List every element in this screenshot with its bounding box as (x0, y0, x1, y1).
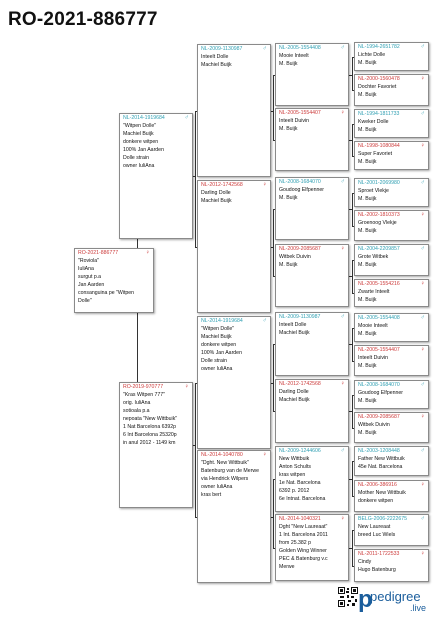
pigeon-info-line: Cindy (358, 559, 372, 565)
pigeon-info-line: M. Buijk (358, 196, 377, 202)
pigeon-card[interactable] (354, 279, 429, 307)
ring-number[interactable]: NL-2012-1742568 (201, 182, 243, 188)
pigeon-card[interactable] (119, 113, 193, 239)
pigeon-info-line: donkere witpen (358, 498, 394, 504)
pigeon-info-line: M. Buijk (279, 195, 298, 201)
pigeon-info-line: Machiel Buijk (279, 397, 310, 403)
pigeon-info-line: Groenoog Vlekje (358, 220, 397, 226)
ring-number[interactable]: NL-2004-2209857 (358, 246, 400, 252)
female-icon: ♀ (420, 76, 425, 82)
female-icon: ♀ (262, 182, 267, 188)
pigeon-info-line: "Kras Witpen 777" (123, 392, 166, 398)
pigeon-info-line: Machiel Buijk (123, 131, 154, 137)
pigeon-card[interactable] (354, 42, 429, 71)
pigeon-info-line: Mother New Wittbuik (358, 490, 406, 496)
ring-number[interactable]: NL-2002-1810373 (358, 212, 400, 218)
pigeon-info-line: Inteelt Dolle (201, 54, 229, 60)
pigeon-card[interactable] (354, 109, 429, 138)
pigeon-info-line: 1 Int. Barcelona 2011 (279, 532, 328, 538)
ring-number[interactable]: NL-2008-1684070 (358, 382, 400, 388)
female-icon: ♀ (420, 414, 425, 420)
logo-mark-icon: p (358, 586, 373, 613)
pigeon-info-line: Dght "New Laureaat" (279, 524, 328, 530)
pigeon-info-line: Inteelt Dolle (279, 322, 307, 328)
ring-number[interactable]: NL-2009-2085687 (358, 414, 400, 420)
pigeon-info-line: 6e Intnat. Barcelona (279, 496, 326, 502)
pigeon-info-line: Grote Witbek (358, 254, 389, 260)
ring-number[interactable]: NL-2005-1554408 (358, 315, 400, 321)
male-icon: ♂ (262, 318, 267, 324)
pigeon-info-line: M. Buijk (358, 331, 377, 337)
pigeon-info-line: Inteelt Duivin (358, 355, 388, 361)
pigeon-info-line: Mooie Inteelt (358, 323, 388, 329)
ring-number[interactable]: NL-1994-2651782 (358, 44, 400, 50)
pigeon-card[interactable] (275, 446, 349, 512)
pigeon-info-line: Sproet Vlekje (358, 188, 389, 194)
pigeon-info-line: kras witpen (279, 472, 306, 478)
male-icon: ♂ (420, 111, 425, 117)
pigeon-info-line: from 25.382 p (279, 540, 312, 546)
pigeon-info-line: Kweker Dolle (358, 119, 389, 125)
pigeon-info-line: Goudoog Elfpenner (279, 187, 324, 193)
pigeon-info-line: 100% Jan Aarden (123, 147, 164, 153)
connector-line (352, 124, 353, 156)
pigeon-info-line: consanguina pe "Witpen (78, 290, 135, 296)
pigeon-info-line: M. Buijk (358, 127, 377, 133)
female-icon: ♀ (145, 250, 150, 256)
male-icon: ♂ (420, 180, 425, 186)
pigeon-info-line: 100% Jan Aarden (201, 350, 242, 356)
male-icon: ♂ (184, 115, 189, 121)
female-icon: ♀ (420, 143, 425, 149)
connector-line (352, 193, 353, 226)
ring-number[interactable]: NL-1994-1811733 (358, 111, 400, 117)
female-icon: ♀ (340, 516, 345, 522)
pigeon-info-line: M. Buijk (358, 430, 377, 436)
female-icon: ♀ (184, 384, 189, 390)
pigeon-info-line: Merwe (279, 564, 295, 570)
pigeon-info-line: via Hendrick Wilpers (201, 476, 249, 482)
pigeon-card[interactable] (354, 345, 429, 376)
pigeon-info-line: "Dght. New Wittbuik" (201, 460, 249, 466)
pigeon-info-line: Jan Aarden (78, 282, 105, 288)
pigeon-info-line: M. Buijk (279, 262, 298, 268)
pigeon-info-line: Goudoog Elfpenner (358, 390, 403, 396)
ring-number[interactable]: NL-2009-1244606 (279, 448, 321, 454)
pigeon-info-line: nepoata "New Wittbuik" (123, 416, 178, 422)
pigeon-info-line: Anton Schults (279, 464, 312, 470)
pigeon-info-line: orig. IuliAna (123, 400, 151, 406)
pigeon-info-line: owner IuliAna (201, 366, 233, 372)
male-icon: ♂ (340, 314, 345, 320)
ring-number[interactable]: NL-2012-1742568 (279, 381, 321, 387)
ring-number[interactable]: NL-2009-2085687 (279, 246, 321, 252)
male-icon: ♂ (420, 516, 425, 522)
pigeon-info-line: M. Buijk (358, 60, 377, 66)
pigeon-card[interactable] (354, 210, 429, 241)
logo-brand: pedigree (370, 589, 421, 604)
connector-line (352, 57, 353, 91)
pigeon-info-line: Darling Dolle (279, 389, 309, 395)
pedigree-live-logo (358, 586, 427, 613)
pigeon-card[interactable] (275, 43, 349, 106)
female-icon: ♀ (420, 482, 425, 488)
pigeon-info-line: Machiel Buijk (201, 198, 232, 204)
pigeon-info-line: Golden Wing Winner (279, 548, 327, 554)
female-icon: ♀ (420, 347, 425, 353)
connector-line (352, 461, 353, 496)
male-icon: ♂ (340, 179, 345, 185)
pigeon-info-line: "Witpen Dolle" (201, 326, 235, 332)
pigeon-card[interactable] (354, 74, 429, 106)
pigeon-card[interactable] (197, 44, 271, 177)
male-icon: ♂ (420, 382, 425, 388)
female-icon: ♀ (340, 110, 345, 116)
pigeon-card[interactable] (275, 379, 349, 443)
ring-number[interactable]: NL-2014-1040780 (201, 452, 243, 458)
ring-number[interactable]: NL-2014-1919684 (123, 115, 165, 121)
pigeon-info-line: Super Favoriet (358, 151, 393, 157)
female-icon: ♀ (420, 212, 425, 218)
connector-line (352, 530, 353, 566)
pigeon-info-line: kras bert (201, 492, 222, 498)
pigeon-info-line: M. Buijk (358, 297, 377, 303)
pigeon-info-line: M. Buijk (358, 363, 377, 369)
pigeon-info-line: IuliAna (78, 266, 94, 272)
pigeon-info-line: breed Luc Wiels (358, 532, 396, 538)
pigeon-info-line: Lichte Dolle (358, 52, 386, 58)
ring-number[interactable]: NL-2003-1208448 (358, 448, 400, 454)
pigeon-card[interactable] (354, 141, 429, 170)
pigeon-info-line: M. Buijk (279, 126, 298, 132)
ring-number[interactable]: NL-2014-1040321 (279, 516, 321, 522)
connector-line (352, 260, 353, 293)
ring-number[interactable]: RO-2021-886777 (78, 250, 119, 256)
pigeon-card[interactable] (354, 380, 429, 409)
female-icon: ♀ (420, 551, 425, 557)
pigeon-card[interactable] (197, 316, 271, 449)
pigeon-info-line: M. Buijk (358, 228, 377, 234)
pigeon-info-line: sotioala p.a (123, 408, 150, 414)
logo-tld: .live (410, 603, 427, 613)
male-icon: ♂ (340, 45, 345, 51)
ring-number[interactable]: NL-2005-1554407 (279, 110, 321, 116)
ring-number[interactable]: NL-2005-1554408 (279, 45, 321, 51)
pigeon-info-line: Dochter Favoriet (358, 84, 397, 90)
pigeon-info-line: donkere witpen (201, 342, 237, 348)
male-icon: ♂ (420, 315, 425, 321)
pigeon-info-line: M. Buijk (279, 61, 298, 67)
connector-line (273, 75, 274, 140)
pigeon-info-line: "Roviola" (78, 258, 99, 264)
pigeon-card[interactable] (275, 514, 349, 581)
pigeon-card[interactable] (354, 313, 429, 342)
pigeon-card[interactable] (74, 248, 154, 313)
pigeon-info-line: owner IuliAna (123, 163, 155, 169)
pigeon-card[interactable] (275, 312, 349, 376)
pigeon-info-line: "Witpen Dolle" (123, 123, 157, 129)
pigeon-info-line: M. Buijk (358, 92, 377, 98)
male-icon: ♂ (420, 44, 425, 50)
pigeon-info-line: 1 Nat Barcelona 6392p (123, 424, 177, 430)
pigeon-info-line: Machiel Buijk (201, 62, 232, 68)
connector-line (352, 395, 353, 428)
ring-number[interactable]: BELG-2006-2222675 (358, 516, 408, 522)
pigeon-card[interactable] (275, 244, 349, 307)
connector-line (273, 344, 274, 411)
pigeon-card[interactable] (354, 480, 429, 512)
female-icon: ♀ (340, 381, 345, 387)
pigeon-info-line: in anul 2012 - 1149 km (123, 440, 176, 446)
pigeon-info-line: Witbek Duivin (279, 254, 311, 260)
connector-line (273, 209, 274, 276)
pigeon-info-line: Hugo Batenburg (358, 567, 396, 573)
pigeon-info-line: Mooie Inteelt (279, 53, 309, 59)
pigeon-info-line: 1e Nat. Barcelona (279, 480, 321, 486)
pigeon-info-line: Machiel Buijk (279, 330, 310, 336)
pigeon-info-line: Dolle" (78, 298, 92, 304)
female-icon: ♀ (420, 281, 425, 287)
connector-line (352, 328, 353, 361)
connector-line (195, 111, 196, 247)
female-icon: ♀ (262, 452, 267, 458)
ring-number[interactable]: NL-2009-1130987 (201, 46, 243, 52)
ring-number[interactable]: NL-1998-1080844 (358, 143, 400, 149)
ring-number[interactable]: NL-2009-1130987 (279, 314, 321, 320)
pigeon-info-line: Darling Dolle (201, 190, 231, 196)
pigeon-card[interactable] (354, 446, 429, 476)
pigeon-info-line: Batenburg van de Merwe (201, 468, 259, 474)
pigeon-card[interactable] (354, 514, 429, 546)
pigeon-info-line: Father New Wittbuik (358, 456, 405, 462)
pigeon-card[interactable] (275, 177, 349, 240)
pigeon-info-line: M. Buijk (358, 159, 377, 165)
male-icon: ♂ (340, 448, 345, 454)
female-icon: ♀ (340, 246, 345, 252)
male-icon: ♂ (420, 246, 425, 252)
pigeon-info-line: M. Buijk (358, 262, 377, 268)
ring-number[interactable]: RO-2019-970777 (123, 384, 164, 390)
ring-number[interactable]: NL-2011-1722533 (358, 551, 400, 557)
ring-number[interactable]: NL-2008-1684070 (279, 179, 321, 185)
pigeon-card[interactable] (119, 382, 193, 508)
pigeon-card[interactable] (275, 108, 349, 171)
pigeon-info-line: Machiel Buijk (201, 334, 232, 340)
pigeon-info-line: New Wittbuik (279, 456, 310, 462)
pigeon-card[interactable] (197, 450, 271, 583)
qr-code-icon (338, 587, 358, 607)
pigeon-card[interactable] (354, 244, 429, 276)
pigeon-card[interactable] (197, 180, 271, 313)
ring-number[interactable]: NL-2005-1554216 (358, 281, 400, 287)
page-title: RO-2021-886777 (8, 9, 158, 30)
pigeon-info-line: M. Buijk (358, 398, 377, 404)
male-icon: ♂ (262, 46, 267, 52)
pigeon-info-line: donkere witpen (123, 139, 159, 145)
pigeon-info-line: Witbek Duivin (358, 422, 390, 428)
pigeon-info-line: PEC & Batenburg v.c (279, 556, 328, 562)
pigeon-info-line: 6392 p. 2012 (279, 488, 310, 494)
ring-number[interactable]: NL-2006-386916 (358, 482, 397, 488)
pigeon-info-line: Inteelt Duivin (279, 118, 309, 124)
pigeon-card[interactable] (354, 412, 429, 443)
pigeon-info-line: New Laureaat (358, 524, 391, 530)
connector-line (273, 479, 274, 548)
pigeon-card[interactable] (354, 178, 429, 207)
pigeon-info-line: owner IuliAna (201, 484, 233, 490)
pigeon-info-line: Zwarte Inteelt (358, 289, 390, 295)
pigeon-info-line: 6 Int Barcelona 25320p (123, 432, 177, 438)
male-icon: ♂ (420, 448, 425, 454)
pigeon-card[interactable] (354, 549, 429, 582)
pigeon-info-line: Dolle strain (201, 358, 227, 364)
ring-number[interactable]: NL-2014-1919684 (201, 318, 243, 324)
pigeon-info-line: Dolle strain (123, 155, 149, 161)
ring-number[interactable]: NL-2000-1560478 (358, 76, 400, 82)
ring-number[interactable]: NL-2005-1554407 (358, 347, 400, 353)
pigeon-info-line: 45e Nat. Barcelona (358, 464, 403, 470)
pigeon-info-line: surgut p.a (78, 274, 102, 280)
ring-number[interactable]: NL-2001-2069980 (358, 180, 400, 186)
connector-line (195, 383, 196, 517)
